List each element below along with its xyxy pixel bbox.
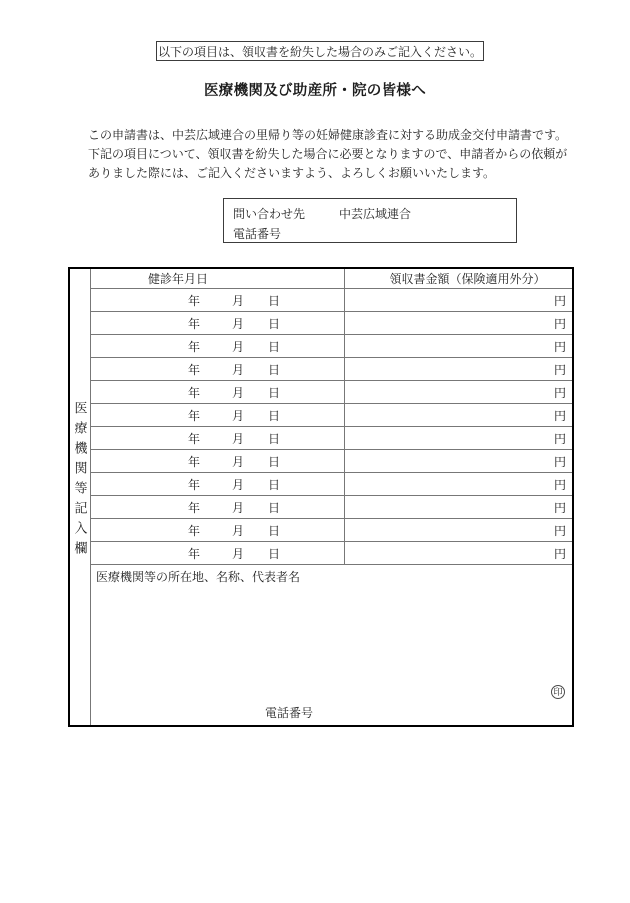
footer-phone-label: 電話番号	[265, 706, 314, 720]
table-row	[91, 473, 572, 496]
date-cell[interactable]	[91, 289, 345, 311]
notice-box	[156, 41, 484, 61]
table-header-row	[91, 269, 572, 289]
amount-cell[interactable]	[345, 404, 572, 426]
table-row	[91, 542, 572, 565]
day-label: 日	[268, 454, 281, 469]
inquiry-label: 問い合わせ先	[233, 207, 306, 221]
table-row	[91, 289, 572, 312]
amount-cell[interactable]	[345, 335, 572, 357]
yen-label: 円	[553, 362, 566, 377]
side-label-column	[70, 269, 91, 725]
yen-label: 円	[553, 385, 566, 400]
table-row	[91, 450, 572, 473]
month-label: 月	[232, 316, 245, 331]
month-label: 月	[232, 408, 245, 423]
day-label: 日	[268, 385, 281, 400]
yen-label: 円	[553, 523, 566, 538]
year-label: 年	[188, 454, 201, 469]
yen-label: 円	[553, 293, 566, 308]
address-label: 医療機関等の所在地、名称、代表者名	[96, 570, 301, 584]
date-cell[interactable]	[91, 496, 345, 518]
amount-cell[interactable]	[345, 312, 572, 334]
date-cell[interactable]	[91, 542, 345, 564]
amount-cell[interactable]	[345, 289, 572, 311]
month-label: 月	[232, 523, 245, 538]
date-cell[interactable]	[91, 473, 345, 495]
table-row	[91, 496, 572, 519]
day-label: 日	[268, 477, 281, 492]
seal-label: 印	[553, 686, 563, 697]
year-label: 年	[188, 477, 201, 492]
date-cell[interactable]	[91, 381, 345, 403]
intro-line-1: この申請書は、中芸広域連合の里帰り等の妊婦健康診査に対する助成金交付申請書です。	[88, 128, 568, 142]
table-row	[91, 404, 572, 427]
institution-info-cell[interactable]	[91, 565, 572, 725]
yen-label: 円	[553, 316, 566, 331]
year-label: 年	[188, 500, 201, 515]
intro-paragraph	[88, 126, 568, 182]
amount-cell[interactable]	[345, 427, 572, 449]
year-label: 年	[188, 362, 201, 377]
page-title: 医療機関及び助産所・院の皆様へ	[204, 83, 426, 99]
table-row	[91, 381, 572, 404]
table-row	[91, 427, 572, 450]
amount-cell[interactable]	[345, 381, 572, 403]
day-label: 日	[268, 523, 281, 538]
date-cell[interactable]	[91, 358, 345, 380]
table-row	[91, 335, 572, 358]
month-label: 月	[232, 293, 245, 308]
year-label: 年	[188, 293, 201, 308]
yen-label: 円	[553, 546, 566, 561]
day-label: 日	[268, 408, 281, 423]
side-label: 医療機関等記入欄	[72, 401, 88, 561]
intro-line-3: ありました際には、ご記入くださいますよう、よろしくお願いいたします。	[88, 165, 496, 180]
amount-cell[interactable]	[345, 358, 572, 380]
inquiry-row	[233, 204, 516, 224]
year-label: 年	[188, 523, 201, 538]
medical-entry-table	[68, 267, 574, 727]
yen-label: 円	[553, 477, 566, 492]
month-label: 月	[232, 546, 245, 561]
amount-cell[interactable]	[345, 542, 572, 564]
date-cell[interactable]	[91, 450, 345, 472]
month-label: 月	[232, 500, 245, 515]
table-main-column	[91, 269, 572, 725]
date-cell[interactable]	[91, 335, 345, 357]
yen-label: 円	[553, 500, 566, 515]
amount-cell[interactable]	[345, 450, 572, 472]
day-label: 日	[268, 293, 281, 308]
phone-row	[233, 224, 516, 244]
inquiry-value: 中芸広域連合	[339, 207, 412, 221]
month-label: 月	[232, 362, 245, 377]
year-label: 年	[188, 385, 201, 400]
yen-label: 円	[553, 431, 566, 446]
amount-column-header: 領収書金額（保険適用外分）	[389, 272, 546, 286]
date-column-header: 健診年月日	[91, 269, 345, 288]
seal-stamp-icon	[551, 685, 565, 699]
year-label: 年	[188, 339, 201, 354]
year-label: 年	[188, 546, 201, 561]
contact-box	[223, 198, 517, 243]
table-row	[91, 519, 572, 542]
day-label: 日	[268, 316, 281, 331]
month-label: 月	[232, 339, 245, 354]
yen-label: 円	[553, 408, 566, 423]
month-label: 月	[232, 431, 245, 446]
day-label: 日	[268, 431, 281, 446]
month-label: 月	[232, 477, 245, 492]
date-cell[interactable]	[91, 427, 345, 449]
amount-cell[interactable]	[345, 473, 572, 495]
year-label: 年	[188, 316, 201, 331]
amount-cell[interactable]	[345, 496, 572, 518]
contact-phone-label: 電話番号	[233, 227, 282, 241]
year-label: 年	[188, 408, 201, 423]
table-row	[91, 312, 572, 335]
yen-label: 円	[553, 339, 566, 354]
year-label: 年	[188, 431, 201, 446]
date-cell[interactable]	[91, 519, 345, 541]
day-label: 日	[268, 339, 281, 354]
date-cell[interactable]	[91, 404, 345, 426]
date-cell[interactable]	[91, 312, 345, 334]
intro-line-2: 下記の項目について、領収書を紛失した場合に必要となりますので、申請者からの依頼が	[88, 146, 568, 161]
amount-cell[interactable]	[345, 519, 572, 541]
day-label: 日	[268, 500, 281, 515]
day-label: 日	[268, 546, 281, 561]
month-label: 月	[232, 385, 245, 400]
month-label: 月	[232, 454, 245, 469]
table-row	[91, 358, 572, 381]
day-label: 日	[268, 362, 281, 377]
yen-label: 円	[553, 454, 566, 469]
notice-text: 以下の項目は、領収書を紛失した場合のみご記入ください。	[157, 44, 482, 59]
